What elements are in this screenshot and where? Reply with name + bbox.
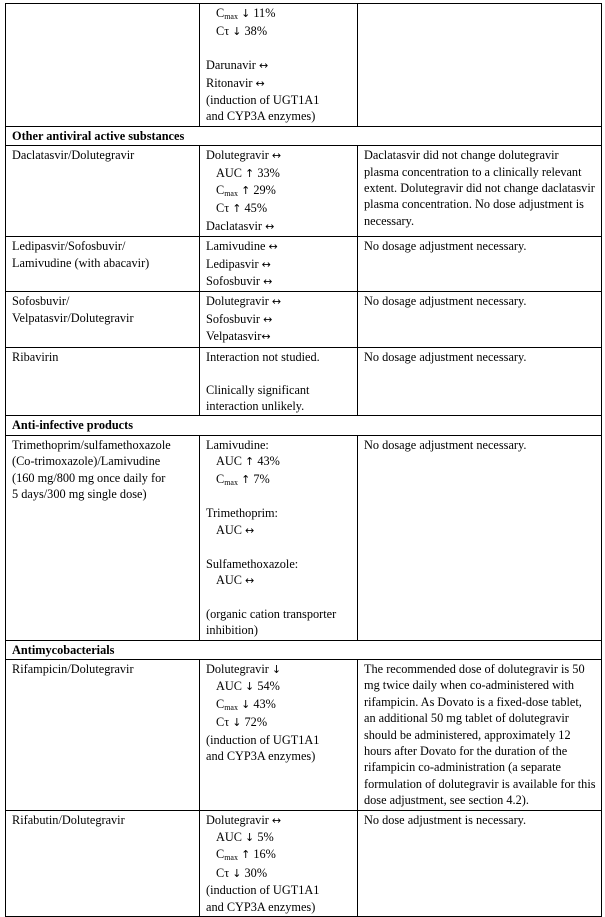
no-change-arrow-icon: ↔ — [271, 295, 282, 309]
section-heading: Other antiviral active substances — [6, 126, 602, 145]
daclatasvir-line: Daclatasvir ↔ — [206, 218, 275, 233]
ritonavir-line: Ritonavir ↔ — [206, 75, 265, 90]
up-arrow-icon: ↑ — [241, 472, 251, 486]
cmax-line: Cmax ↑ 29% — [216, 183, 276, 199]
down-arrow-icon: ↓ — [232, 716, 242, 730]
down-arrow-icon: ↓ — [271, 662, 282, 676]
down-arrow-icon: ↓ — [241, 7, 251, 20]
up-arrow-icon: ↑ — [232, 202, 242, 216]
table-row — [6, 810, 602, 916]
no-change-arrow-icon: ↔ — [261, 330, 271, 344]
dolutegravir-line: Dolutegravir ↔ — [206, 148, 282, 163]
table-row — [6, 4, 602, 127]
drug-cell: Rifampicin/Dolutegravir — [6, 659, 200, 810]
cmax-line: Cmax ↓ 43% — [216, 696, 276, 712]
recommendation-cell: Daclatasvir did not change dolutegravir plasma concentration to a clinically relevant extent. Dolutegravir did not change daclatasvir plasma concentration. No dose adjustment is necessary. — [358, 146, 602, 237]
effect-cell: Dolutegravir ↓ AUC ↓ 54% Cmax ↓ 43% Cτ ↓ 72% (induction of UGT1A1 and CYP3A enzymes) — [200, 659, 358, 810]
down-arrow-icon: ↓ — [232, 866, 242, 880]
section-header-row — [6, 640, 602, 659]
up-arrow-icon: ↑ — [245, 166, 255, 180]
ctau-line: Cτ ↓ 72% — [216, 715, 268, 730]
section-header-row — [6, 416, 602, 435]
table-row — [6, 435, 602, 640]
down-arrow-icon: ↓ — [245, 831, 255, 845]
auc-line: AUC ↑ 33% — [216, 165, 280, 180]
auc-line: AUC ↓ 5% — [216, 830, 274, 845]
effect-cell: Dolutegravir ↔ AUC ↓ 5% Cmax ↑ 16% Cτ ↓ 30% (induction of UGT1A1 and CYP3A enzymes) — [200, 810, 358, 916]
down-arrow-icon: ↓ — [245, 680, 255, 694]
no-change-arrow-icon: ↔ — [271, 149, 282, 163]
ctau-line: Cτ ↓ 38% — [216, 24, 268, 39]
recommendation-cell: No dosage adjustment necessary. — [358, 435, 602, 640]
up-arrow-icon: ↑ — [241, 184, 251, 198]
darunavir-line: Darunavir ↔ — [206, 58, 269, 73]
auc-line: AUC ↑ 43% — [216, 454, 280, 469]
no-change-arrow-icon: ↔ — [245, 523, 255, 537]
mechanism-line: and CYP3A enzymes) — [206, 109, 316, 124]
effect-cell: Interaction not studied. Clinically significant interaction unlikely. — [200, 347, 358, 416]
no-change-arrow-icon: ↔ — [263, 312, 273, 326]
no-change-arrow-icon: ↔ — [261, 257, 271, 271]
no-change-arrow-icon: ↔ — [271, 813, 282, 827]
no-change-arrow-icon: ↔ — [268, 240, 278, 254]
drug-cell: Ribavirin — [6, 347, 200, 416]
drug-cell: Daclatasvir/Dolutegravir — [6, 146, 200, 237]
effect-cell — [200, 146, 358, 237]
no-change-arrow-icon: ↔ — [263, 275, 273, 289]
effect-cell — [200, 4, 358, 127]
table-row — [6, 146, 602, 237]
effect-cell: Lamivudine: AUC ↑ 43% Cmax ↑ 7% Trimethoprim: AUC ↔ Sulfamethoxazole: AUC ↔ (organic cation transporter inhibition) — [200, 435, 358, 640]
no-change-arrow-icon: ↔ — [258, 59, 269, 73]
section-header-row — [6, 126, 602, 145]
down-arrow-icon: ↓ — [241, 697, 251, 711]
drug-cell: Sofosbuvir/ Velpatasvir/Dolutegravir — [6, 292, 200, 347]
table-row — [6, 347, 602, 416]
recommendation-cell: No dosage adjustment necessary. — [358, 237, 602, 292]
cmax-line: Cmax ↓ 11% — [216, 6, 276, 21]
drug-cell: Trimethoprim/sulfamethoxazole (Co-trimoxazole)/Lamivudine (160 mg/800 mg once daily for 5 days/300 mg single dose) — [6, 435, 200, 640]
ctau-line: Cτ ↓ 30% — [216, 865, 268, 880]
cmax-line: Cmax ↑ 7% — [216, 471, 270, 487]
effect-cell: Dolutegravir ↔ Sofosbuvir ↔ Velpatasvir↔ — [200, 292, 358, 347]
recommendation-cell: No dose adjustment is necessary. — [358, 810, 602, 916]
up-arrow-icon: ↑ — [241, 848, 251, 862]
drug-cell: Rifabutin/Dolutegravir — [6, 810, 200, 916]
recommendation-cell: The recommended dose of dolutegravir is 50 mg twice daily when co-administered with rifampicin. As Dovato is a fixed-dose tablet, an additional 50 mg tablet of dolutegravir should be administered, approximately 12 hours after Dovato for the duration of the rifampicin co-administration (a separate formulation of dolutegravir is available for this dose adjustment, see section 4.2). — [358, 659, 602, 810]
table-row — [6, 659, 602, 810]
drug-cell: Ledipasvir/Sofosbuvir/ Lamivudine (with abacavir) — [6, 237, 200, 292]
effect-cell: Lamivudine ↔ Ledipasvir ↔ Sofosbuvir ↔ — [200, 237, 358, 292]
no-change-arrow-icon: ↔ — [255, 76, 265, 90]
mechanism-line: (induction of UGT1A1 — [206, 93, 320, 108]
up-arrow-icon: ↑ — [245, 455, 255, 469]
recommendation-cell — [358, 4, 602, 127]
ctau-line: Cτ ↑ 45% — [216, 201, 268, 216]
drug-cell — [6, 4, 200, 127]
recommendation-cell: No dosage adjustment necessary. — [358, 347, 602, 416]
auc-line: AUC ↓ 54% — [216, 679, 280, 694]
section-heading: Antimycobacterials — [6, 640, 602, 659]
table-row — [6, 292, 602, 347]
section-heading: Anti-infective products — [6, 416, 602, 435]
no-change-arrow-icon: ↔ — [245, 573, 255, 587]
no-change-arrow-icon: ↔ — [265, 219, 275, 233]
interaction-table — [5, 3, 602, 917]
down-arrow-icon: ↓ — [232, 25, 242, 39]
cmax-line: Cmax ↑ 16% — [216, 847, 276, 863]
table-row — [6, 237, 602, 292]
recommendation-cell: No dosage adjustment necessary. — [358, 292, 602, 347]
